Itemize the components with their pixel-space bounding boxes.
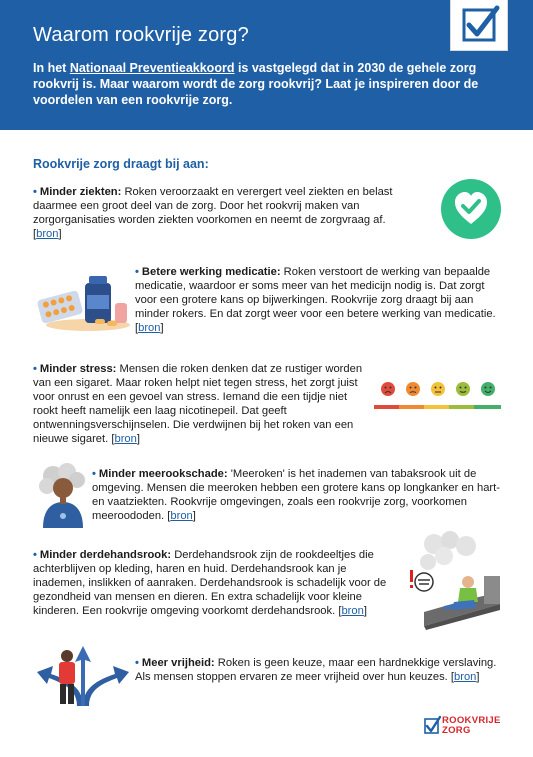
list-item-betere-werking-medicatie: • Betere werking medicatie: Roken verstoort de werking van bepaalde medicatie, waardoor er soms meer van het medicijn nodig is. Dat zorgt voor een grotere kans op bijwerkingen. Rookvrije zorg draagt bij aan minder rokers. En dat zorgt weer voor een betere werking van medicatie. [bron]	[135, 266, 496, 334]
medication-icon	[33, 273, 133, 333]
bron-link[interactable]: bron	[36, 228, 59, 240]
bron-link[interactable]: bron	[138, 322, 161, 334]
brand-logo: ROOKVRIJE ZORG	[442, 715, 501, 736]
crossroads-arrows-icon	[33, 640, 133, 712]
stress-scale-icon	[372, 378, 504, 414]
intro-text: In het Nationaal Preventieakkoord is vastgelegd dat in 2030 de gehele zorg rookvrij is. Maar waarom wordt de zorg rookvrij? Laat je inspireren door de voordelen van een rookvrije zorg.	[33, 61, 479, 107]
bron-link[interactable]: bron	[341, 605, 364, 617]
list-item-minder-meerookschade: • Minder meerookschade: 'Meeroken' is het inademen van tabaksrook uit de omgeving. Mensen die meeroken hebben een grotere kans op longkanker en hart- en vaatziekten. Rookvrije omgevingen, zoals een rookvrije zorg, voorkomen meeroododen. [bron]	[92, 468, 500, 522]
thirdhand-smoke-icon	[404, 530, 504, 632]
bron-link[interactable]: bron	[170, 510, 193, 522]
preventieakkoord-link[interactable]: Nationaal Preventieakkoord	[69, 61, 235, 75]
bron-link[interactable]: bron	[114, 433, 137, 445]
list-item-minder-ziekten: • Minder ziekten: Roken veroorzaakt en verergert veel ziekten en belast daarmee een groot deel van de zorg. Door het rookvrij maken van zorgorganisaties worden ziekten voorkomen en neemt de zorgvraag af. [bron]	[33, 186, 393, 240]
page-title: Waarom rookvrije zorg?	[33, 24, 249, 46]
checkbox-icon	[451, 0, 507, 50]
list-item-minder-stress: • Minder stress: Mensen die roken denken dat ze rustiger worden van een sigaret. Maar roken helpt niet tegen stress, het zorgt juist voor onrust en een gevoel van stress. Iemand die een tijdje niet rookt heeft namelijk een laag nicotinepeil. Dat geeft ontwenningsverschijnselen. Die verdwijnen bij het roken van een nieuwe sigaret. [bron]	[33, 363, 363, 445]
section-title: Rookvrije zorg draagt bij aan:	[33, 157, 209, 171]
brand-check-icon	[424, 714, 442, 736]
smoking-person-icon	[33, 462, 93, 528]
bron-link[interactable]: bron	[454, 671, 477, 683]
list-item-meer-vrijheid: • Meer vrijheid: Roken is geen keuze, maar een hardnekkige verslaving. Als mensen stoppen ervaren ze meer vrijheid over hun keuzes. [bron]	[135, 657, 497, 683]
heart-check-icon	[440, 178, 502, 240]
list-item-minder-derdehandsrook: • Minder derdehandsrook: Derdehandsrook zijn de rookdeeltjes die achterblijven op kleding, haren en huid. Derdehandsrook kan je inademen, inslikken of aanraken. Derdehandsrook is schadelijk voor de gezondheid van mensen en dieren. En extra schadelijk voor kleine kinderen. Een rookvrije omgeving voorkomt derdehandsrook. [bron]	[33, 549, 387, 617]
checkbox-logo	[450, 0, 508, 51]
